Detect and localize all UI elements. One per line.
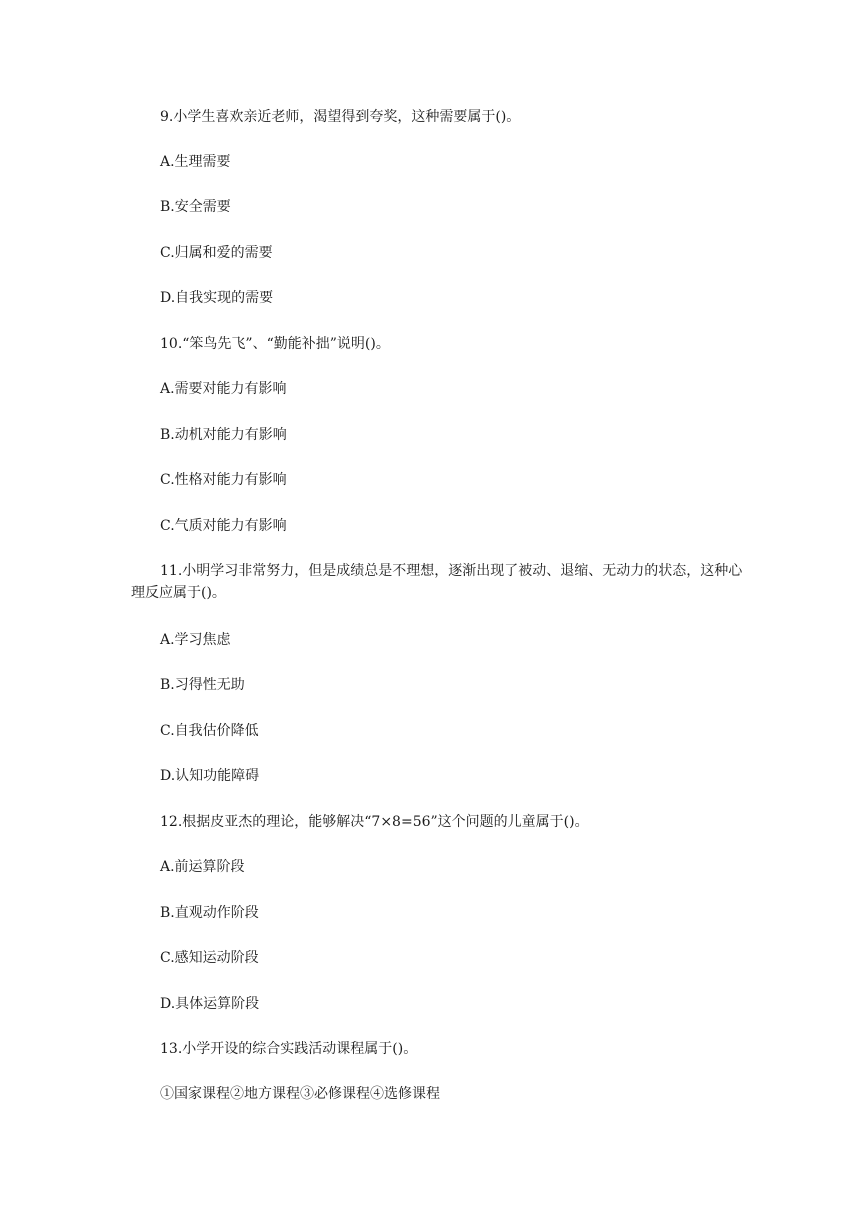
question-9-option-d: D.自我实现的需要 [160,290,274,306]
question-13-choices: ①国家课程②地方课程③必修课程④选修课程 [160,1086,440,1102]
question-11-option-c: C.自我估价降低 [160,723,259,739]
question-12-option-a: A.前运算阶段 [160,859,245,875]
question-9-option-c: C.归属和爱的需要 [160,245,273,261]
question-13-stem: 13.小学开设的综合实践活动课程属于()。 [160,1041,418,1057]
question-9-option-b: B.安全需要 [160,199,231,215]
question-10-stem: 10.“笨鸟先飞”、“勤能补拙”说明()。 [160,336,390,352]
question-10-option-c: C.性格对能力有影响 [160,472,287,488]
question-11-option-d: D.认知功能障碍 [160,768,260,784]
question-9-stem: 9.小学生喜欢亲近老师，渴望得到夸奖，这种需要属于()。 [160,109,521,125]
question-11-option-a: A.学习焦虑 [160,632,231,648]
question-12-option-c: C.感知运动阶段 [160,950,259,966]
question-10-option-d: C.气质对能力有影响 [160,518,287,534]
question-12-option-b: B.直观动作阶段 [160,905,259,921]
question-11-option-b: B.习得性无助 [160,677,245,693]
question-10-option-a: A.需要对能力有影响 [160,381,287,397]
question-12-option-d: D.具体运算阶段 [160,996,260,1012]
question-12-stem: 12.根据皮亚杰的理论，能够解决“7×8=56”这个问题的儿童属于()。 [160,814,589,830]
question-9-option-a: A.生理需要 [160,154,231,170]
question-10-option-b: B.动机对能力有影响 [160,427,287,443]
question-11-stem: 11.小明学习非常努力，但是成绩总是不理想，逐渐出现了被动、退缩、无动力的状态，这种心理反应属于()。 [131,563,743,601]
